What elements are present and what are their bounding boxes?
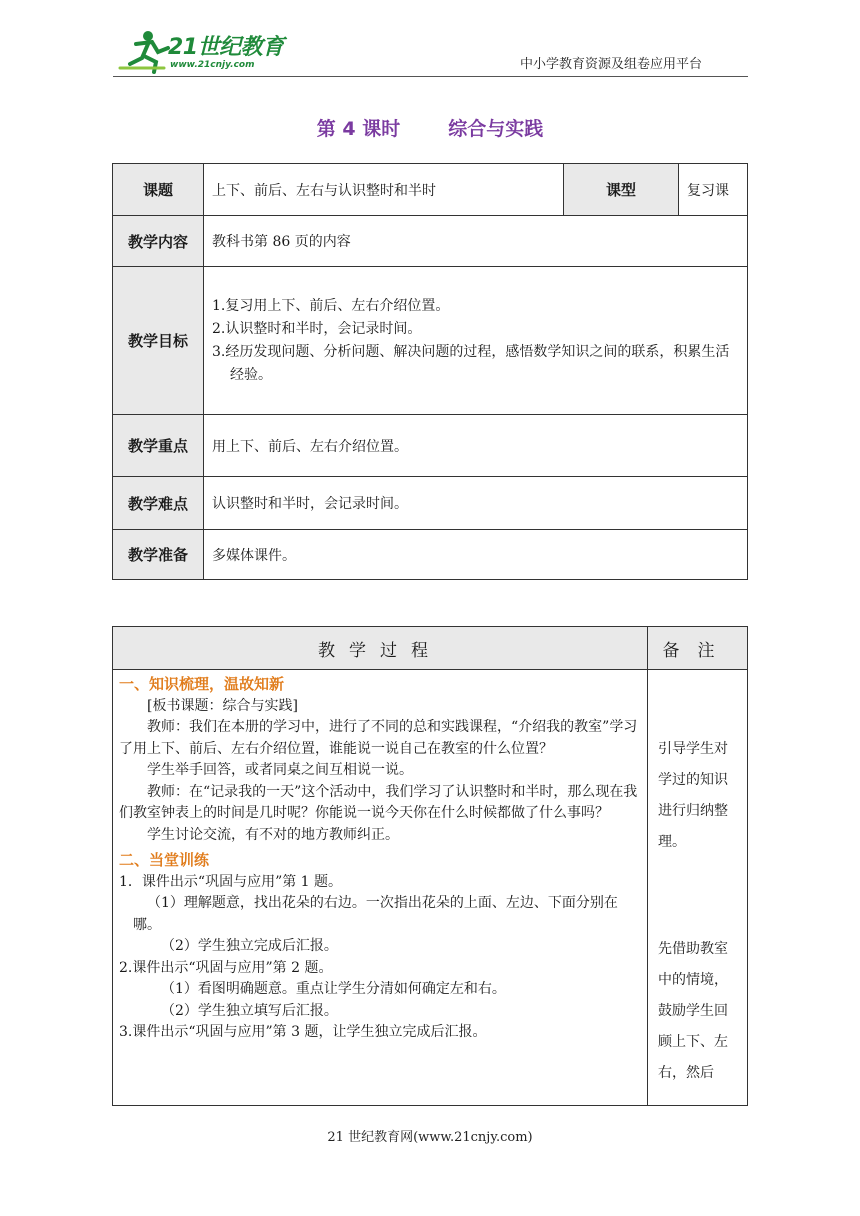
key-value: 用上下、前后、左右介绍位置。 bbox=[204, 415, 748, 477]
paragraph: （1）看图明确题意。重点让学生分清如何确定左和右。 bbox=[161, 981, 506, 997]
prep-value: 多媒体课件。 bbox=[204, 530, 748, 580]
notes-header: 备注 bbox=[648, 627, 748, 670]
paragraph: 学生讨论交流，有不对的地方教师纠正。 bbox=[147, 826, 399, 843]
paragraph: （1）理解题意，找出花朵的右边。一次指出花朵的上面、左边、下面分别在哪。 bbox=[133, 895, 618, 933]
paragraph: [板书课题：综合与实践] bbox=[147, 697, 298, 714]
paragraph: （2）学生独立填写后汇报。 bbox=[161, 1002, 338, 1019]
key-label: 教学重点 bbox=[113, 415, 204, 477]
difficulty-row bbox=[113, 477, 748, 530]
process-content bbox=[113, 670, 648, 1106]
goals-label: 教学目标 bbox=[113, 267, 204, 415]
content-label: 教学内容 bbox=[113, 216, 204, 267]
content-row bbox=[113, 216, 748, 267]
section-title: 二、当堂训练 bbox=[119, 851, 210, 869]
process-body-row bbox=[113, 670, 748, 1106]
topic-row bbox=[113, 164, 748, 216]
topic-label: 课题 bbox=[113, 164, 204, 216]
goals-list bbox=[204, 267, 748, 415]
notes-content bbox=[648, 670, 748, 1106]
difficulty-label: 教学难点 bbox=[113, 477, 204, 530]
lesson-topic: 综合与实践 bbox=[448, 118, 544, 140]
goal-item: 3.经历发现问题、分析问题、解决问题的过程，感悟数学知识之间的联系，积累生活经验。 bbox=[212, 343, 730, 383]
goal-item: 1.复习用上下、前后、左右介绍位置。 bbox=[212, 297, 450, 314]
lesson-info-table bbox=[112, 163, 748, 580]
note-text: 先借助教室中的情境，鼓励学生回顾上下、左右，然后 bbox=[658, 941, 728, 1081]
difficulty-value: 认识整时和半时，会记录时间。 bbox=[204, 477, 748, 530]
page-footer: 21 世纪教育网(www.21cnjy.com) bbox=[327, 1130, 533, 1145]
prep-label: 教学准备 bbox=[113, 530, 204, 580]
process-header-row bbox=[113, 627, 748, 670]
process-table bbox=[112, 626, 748, 1106]
type-value: 复习课 bbox=[679, 164, 748, 216]
prep-row bbox=[113, 530, 748, 580]
logo-text: 21世纪教育 bbox=[168, 35, 284, 60]
goal-item: 2.认识整时和半时，会记录时间。 bbox=[212, 320, 422, 337]
paragraph: （2）学生独立完成后汇报。 bbox=[161, 938, 338, 954]
page-title bbox=[0, 114, 860, 141]
paragraph: 3.课件出示“巩固与应用”第 3 题，让学生独立完成后汇报。 bbox=[119, 1024, 487, 1040]
section-title: 一、知识梳理，温故知新 bbox=[119, 675, 285, 693]
key-row bbox=[113, 415, 748, 477]
topic-value: 上下、前后、左右与认识整时和半时 bbox=[204, 164, 564, 216]
type-label: 课型 bbox=[564, 164, 679, 216]
note-text: 引导学生对学过的知识进行归纳整理。 bbox=[658, 741, 728, 850]
content-value: 教科书第 86 页的内容 bbox=[204, 216, 748, 267]
goals-row bbox=[113, 267, 748, 415]
paragraph: 教师：在“记录我的一天”这个活动中，我们学习了认识整时和半时，那么现在我们教室钟表上的时间是几时呢？你能说一说今天你在什么时候都做了什么事吗？ bbox=[119, 783, 638, 821]
paragraph: 1．课件出示“巩固与应用”第 1 题。 bbox=[119, 873, 343, 890]
platform-name: 中小学教育资源及组卷应用平台 bbox=[520, 57, 703, 72]
paragraph: 2.课件出示“巩固与应用”第 2 题。 bbox=[119, 959, 333, 976]
lesson-number: 第 4 课时 bbox=[316, 118, 401, 140]
page-header bbox=[0, 0, 860, 80]
paragraph: 教师：我们在本册的学习中，进行了不同的总和实践课程，“介绍我的教室”学习了用上下、前后、左右介绍位置，谁能说一说自己在教室的什么位置？ bbox=[119, 719, 638, 757]
logo-url: www.21cnjy.com bbox=[170, 60, 255, 70]
paragraph: 学生举手回答，或者同桌之间互相说一说。 bbox=[147, 762, 413, 778]
header-divider bbox=[113, 76, 748, 77]
process-header: 教学过程 bbox=[113, 627, 648, 670]
